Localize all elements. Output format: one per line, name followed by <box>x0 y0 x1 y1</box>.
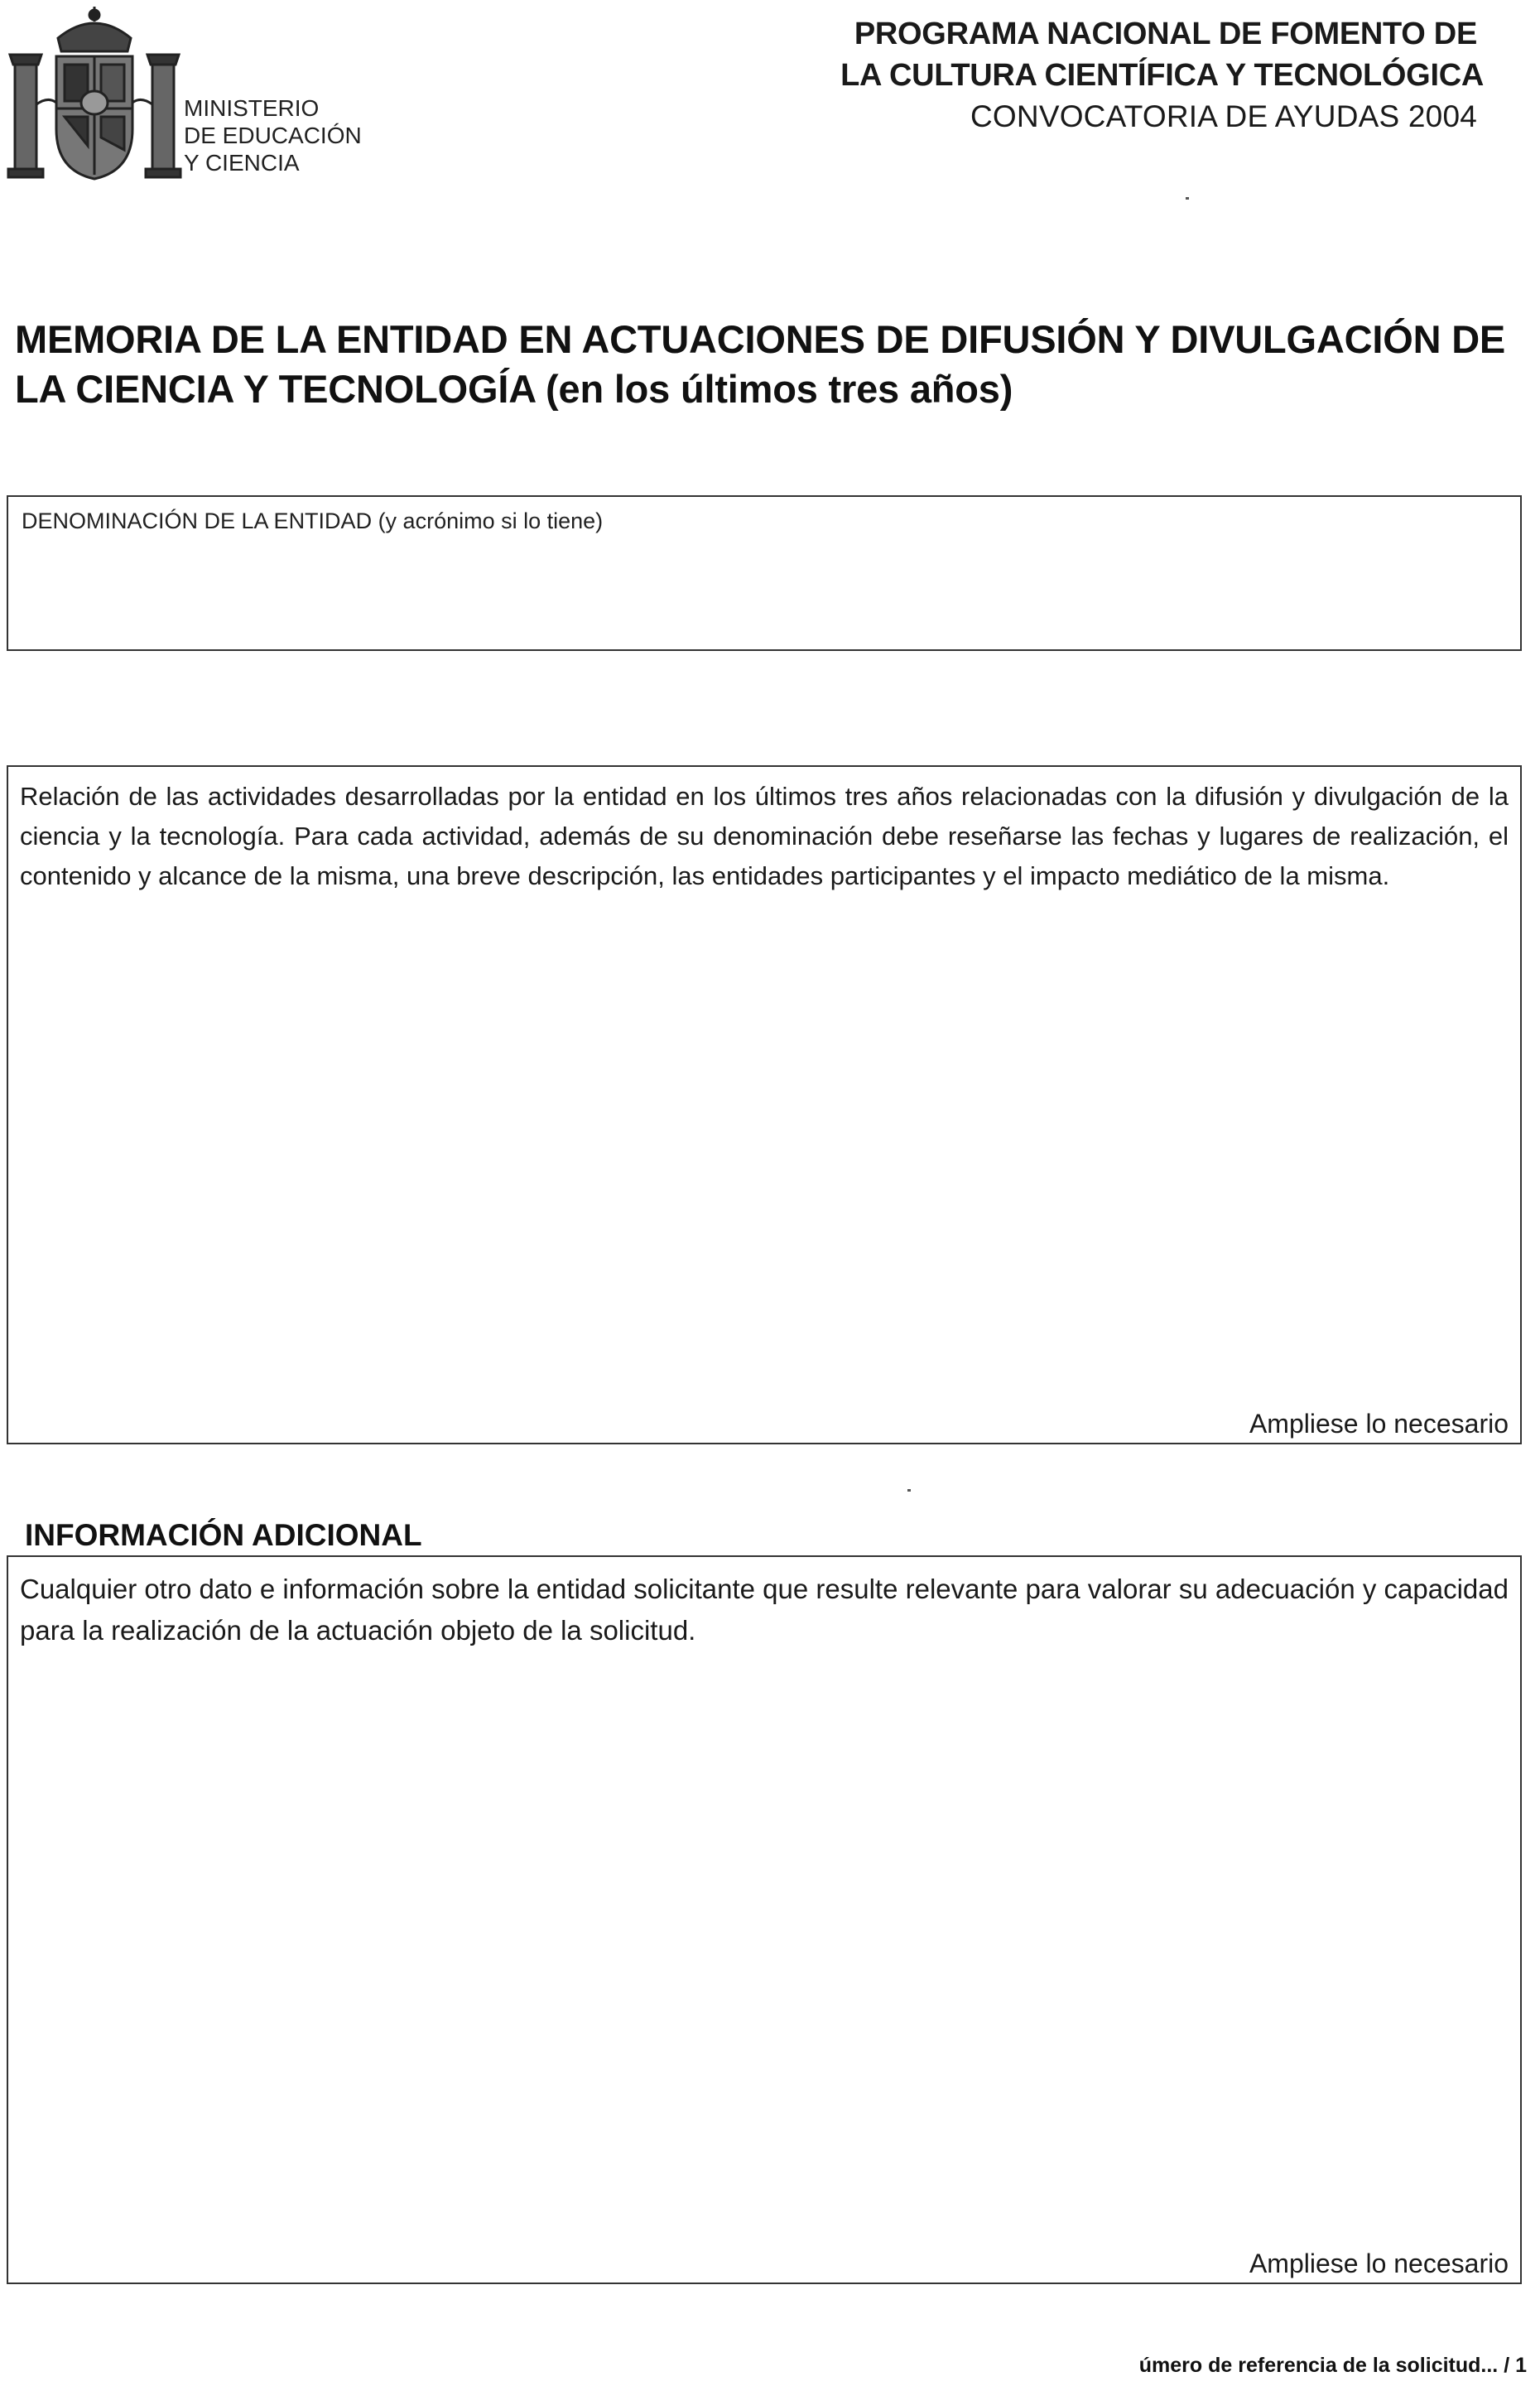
additional-info-label: Cualquier otro dato e información sobre la entidad solicitante que resulte relevante para valorar su adecuación y capacidad para la realización de la actuación objeto de la solicitud. <box>20 1574 1509 1646</box>
entity-name-field[interactable] <box>7 495 1522 651</box>
program-line: LA CULTURA CIENTÍFICA Y TECNOLÓGICA <box>840 58 1484 93</box>
program-line: PROGRAMA NACIONAL DE FOMENTO DE <box>854 17 1477 51</box>
scan-speck <box>907 1489 911 1492</box>
ministry-line: DE EDUCACIÓN <box>184 123 362 148</box>
program-header <box>834 13 1484 137</box>
document-title: MEMORIA DE LA ENTIDAD EN ACTUACIONES DE DIFUSIÓN Y DIVULGACIÓN DE LA CIENCIA Y TECNOLOGÍA (en los últimos tres años) <box>15 317 1506 411</box>
additional-info-field[interactable] <box>7 1555 1522 2284</box>
expand-note: Ampliese lo necesario <box>1249 1409 1509 1439</box>
entity-name-label: DENOMINACIÓN DE LA ENTIDAD (y acrónimo si lo tiene) <box>22 509 604 533</box>
ministry-line: MINISTERIO <box>184 95 320 121</box>
scan-speck <box>1186 197 1189 200</box>
additional-info-heading: INFORMACIÓN ADICIONAL <box>25 1518 422 1552</box>
activities-label: Relación de las actividades desarrolladas por la entidad en los últimos tres años relacionadas con la difusión y divulgación de la ciencia y la tecnología. Para cada actividad, además de su denominación debe reseñarse las fechas y lugares de realización, el contenido y alcance de la misma, una breve descripción, las entidades participantes y el impacto mediático de la misma. <box>20 782 1509 890</box>
reference-number: úmero de referencia de la solicitud... / 1 <box>1138 2354 1527 2377</box>
activities-field[interactable] <box>7 765 1522 1444</box>
coat-of-arms-logo <box>7 5 182 186</box>
expand-note: Ampliese lo necesario <box>1249 2249 1509 2278</box>
program-line: CONVOCATORIA DE AYUDAS 2004 <box>970 99 1477 133</box>
ministry-line: Y CIENCIA <box>184 150 300 176</box>
ministry-name <box>184 94 362 176</box>
